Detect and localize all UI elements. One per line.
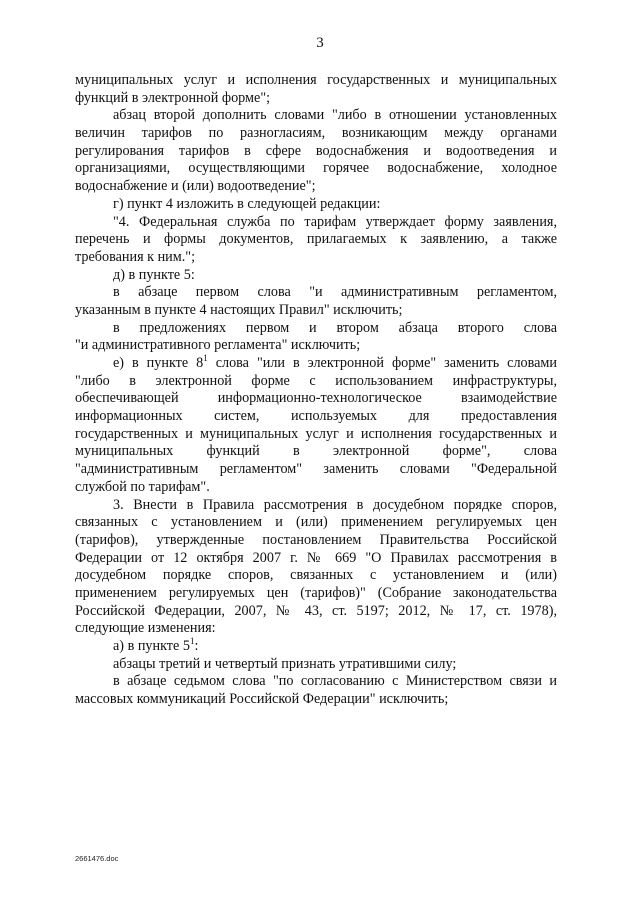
text-line <box>75 90 557 108</box>
text-line <box>75 390 557 408</box>
line-text: связанных с установлением и (или) применением регулируемых цен <box>75 514 557 531</box>
line-text: организациями, осуществляющими горячее водоснабжение, холодное <box>75 160 557 177</box>
text-line <box>75 178 557 196</box>
text-line <box>75 302 557 320</box>
text-line <box>75 691 557 709</box>
text-line <box>75 620 557 638</box>
text-line <box>75 443 557 461</box>
line-text: муниципальных услуг и исполнения государственных и муниципальных <box>75 72 557 88</box>
text-line <box>75 249 557 267</box>
text-line <box>75 72 557 90</box>
text-line <box>75 426 557 444</box>
text-line <box>75 320 557 338</box>
page-number: 3 <box>316 35 324 51</box>
line-text: Федерации от 12 октября 2007 г. № 669 "О Правилах рассмотрения в <box>75 549 557 566</box>
line-text: "и административного регламента" исключить; <box>75 337 361 354</box>
text-line <box>75 656 557 674</box>
line-text: величин тарифов по разногласиям, возникающим между органами <box>75 125 557 142</box>
line-text: применением регулируемых цен (тарифов)" (Собрание законодательства <box>75 584 557 601</box>
text-line <box>75 267 557 285</box>
text-line <box>75 497 557 515</box>
text-line <box>75 567 557 585</box>
text-line <box>75 514 557 532</box>
text-line <box>75 585 557 603</box>
line-text: досудебном порядке споров, связанных с установлением и (или) <box>75 567 557 584</box>
line-text: водоснабжение и (или) водоотведение"; <box>75 178 316 195</box>
line-text: следующие изменения: <box>75 620 216 637</box>
line-text: в абзаце первом слова "и административным регламентом, <box>113 284 557 301</box>
superscript: 1 <box>203 353 208 363</box>
line-text: г) пункт 4 изложить в следующей редакции: <box>113 195 381 212</box>
text-line <box>75 107 557 125</box>
line-text: функций в электронной форме"; <box>75 89 271 106</box>
line-text: "4. Федеральная служба по тарифам утверждает форму заявления, <box>113 213 557 230</box>
text-line <box>75 461 557 479</box>
line-text: д) в пункте 5: <box>113 266 195 283</box>
text-line <box>75 373 557 391</box>
line-text: в абзаце седьмом слова "по согласованию с Министерством связи и <box>113 673 557 690</box>
line-text: муниципальных функций в электронной форме", слова <box>75 443 557 460</box>
text-line <box>75 550 557 568</box>
line-text: государственных и муниципальных услуг и исполнения государственных и <box>75 425 557 442</box>
text-line <box>75 143 557 161</box>
text-line <box>75 355 557 373</box>
line-text: массовых коммуникаций Российской Федерации" исключить; <box>75 691 449 708</box>
file-name-footer: 2661476.doc <box>75 854 119 863</box>
line-text: требования к ним."; <box>75 248 196 265</box>
text-line <box>75 638 557 656</box>
text-line <box>75 479 557 497</box>
line-text: абзац второй дополнить словами "либо в отношении установленных <box>113 107 557 124</box>
line-text: е) в пункте 8 <box>113 355 204 371</box>
text-line <box>75 603 557 621</box>
text-line <box>75 196 557 214</box>
line-text: указанным в пункте 4 настоящих Правил" исключить; <box>75 301 403 318</box>
line-text: 3. Внести в Правила рассмотрения в досудебном порядке споров, <box>113 496 557 513</box>
line-text: (тарифов), утвержденные постановлением Правительства Российской <box>75 531 557 548</box>
text-line <box>75 284 557 302</box>
document-body <box>75 72 557 709</box>
line-text: Российской Федерации, 2007, № 43, ст. 5197; 2012, № 17, ст. 1978), <box>75 602 557 619</box>
text-line <box>75 673 557 691</box>
line-text: в предложениях первом и втором абзаца второго слова <box>113 319 557 336</box>
line-text: информационных систем, используемых для предоставления <box>75 408 557 425</box>
line-text-continued: слова "или в электронной форме" заменить словами <box>207 355 558 371</box>
line-text: абзацы третий и четвертый признать утратившими силу; <box>113 655 457 672</box>
line-text-continued: : <box>194 638 199 654</box>
text-line <box>75 337 557 355</box>
text-line <box>75 125 557 143</box>
text-line <box>75 231 557 249</box>
line-text: обеспечивающей информационно-технологическое взаимодействие <box>75 390 557 407</box>
superscript: 1 <box>189 636 195 646</box>
line-text: перечень и формы документов, прилагаемых к заявлению, а также <box>75 231 557 248</box>
text-line <box>75 408 557 426</box>
line-text: службой по тарифам". <box>75 478 210 495</box>
text-line <box>75 160 557 178</box>
text-line <box>75 214 557 232</box>
line-text: регулирования тарифов в сфере водоснабжения и водоотведения и <box>75 142 557 159</box>
line-text: "либо в электронной форме с использованием инфраструктуры, <box>75 372 557 389</box>
text-line <box>75 532 557 550</box>
line-text: "административным регламентом" заменить словами "Федеральной <box>75 461 557 478</box>
line-text: а) в пункте 5 <box>113 638 190 654</box>
